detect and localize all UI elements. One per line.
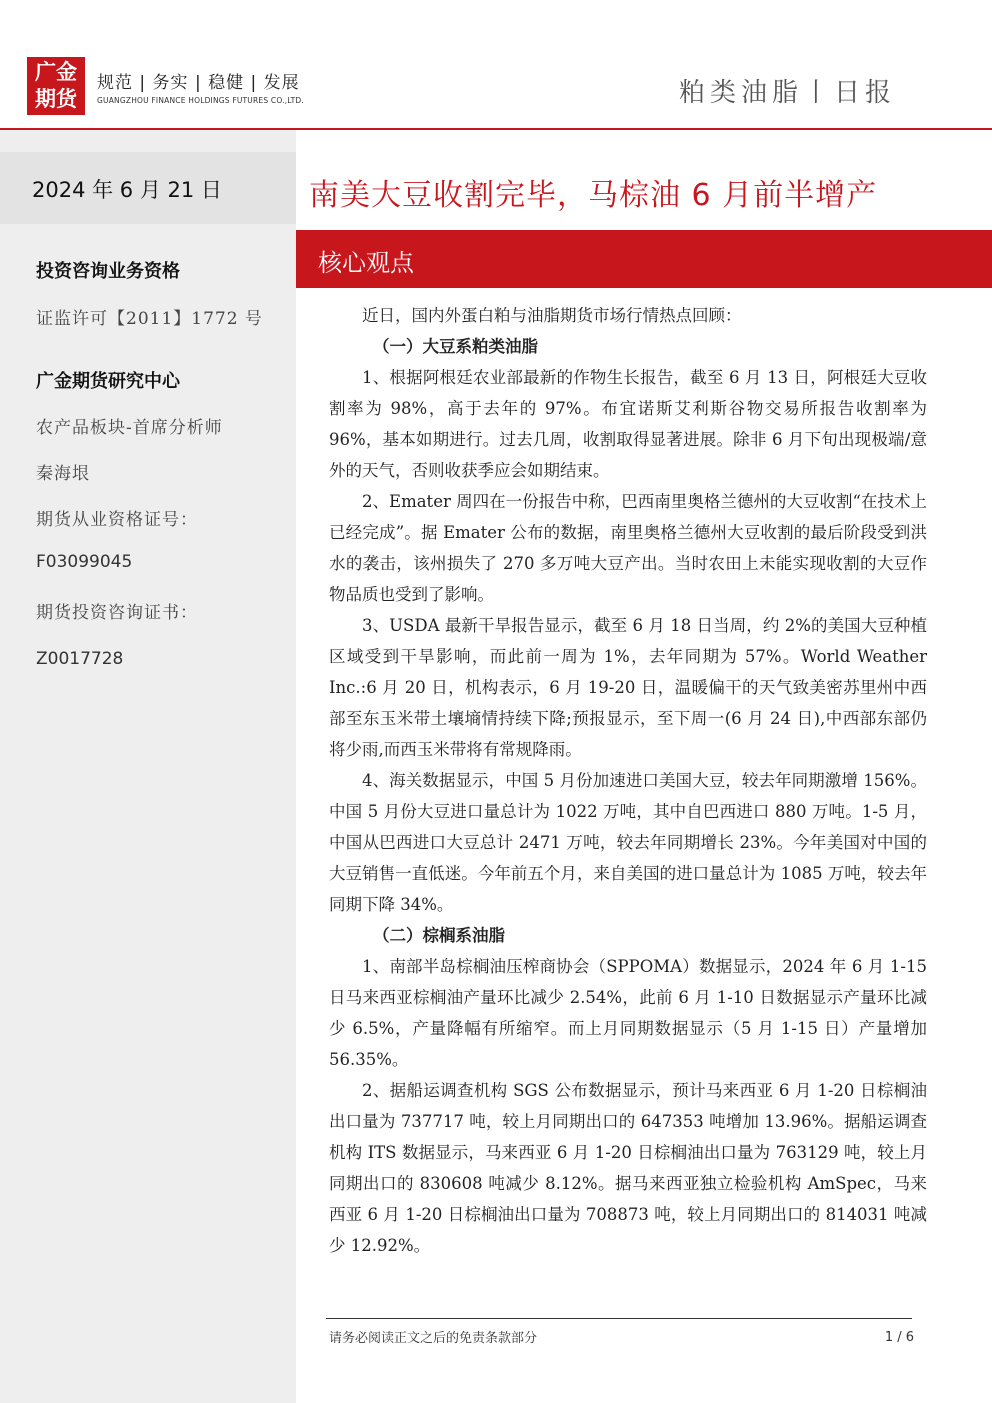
disclaimer-note: 请务必阅读正文之后的免责条款部分 [329, 1331, 538, 1346]
paragraph-4: 4、海关数据显示，中国 5 月份加速进口美国大豆，较去年同期激增 156%。中国 5 月份大豆进口量总计为 1022 万吨，其中自巴西进口 880 万吨。1-5 月，中国从巴西进口大豆总计 2471 万吨，较去年同期增长 23%。今年美国对中国的大豆销售一直低迷。今年前五个月，来自美国的进口量总计为 1085 万吨，较去年同期下降 34%。 [329, 771, 927, 914]
paragraph-3: 3、USDA 最新干旱报告显示，截至 6 月 18 日当周，约 2%的美国大豆种植区域受到干旱影响，而此前一周为 1%，去年同期为 57%。World Weather Inc.:6 月 20 日，机构表示，6 月 19-20 日，温暖偏干的天气致美密苏里州中西部至东玉米带土壤墒情持续下降;预报显示，至下周一(6 月 24 日),中西部东部仍将少雨,而西玉米带将有常规降雨。 [329, 616, 927, 759]
intro-paragraph: 近日，国内外蛋白粕与油脂期货市场行情热点回顾： [362, 306, 742, 325]
paragraph-2: 2、Emater 周四在一份报告中称，巴西南里奥格兰德州的大豆收割“在技术上已经完成”。据 Emater 公布的数据，南里奥格兰德州大豆收割的最后阶段受到洪水的袭击，该州损失了 270 多万吨大豆产出。当时农田上未能实现收割的大豆作物品质也受到了影响。 [329, 492, 927, 604]
page-number: 1 / 6 [884, 1330, 914, 1345]
page-header [0, 0, 992, 130]
license-number: 证监许可【2011】1772 号 [36, 309, 263, 329]
report-title: 南美大豆收割完毕，马棕油 6 月前半增产 [309, 178, 878, 213]
futures-cert-label: 期货从业资格证号： [36, 510, 198, 530]
report-body [329, 300, 927, 1261]
logo-line-1: 广金 [35, 60, 77, 84]
analyst-name: 秦海垠 [36, 464, 90, 484]
subheading-palm: （二）棕榈系油脂 [373, 926, 505, 945]
logo-line-2: 期货 [35, 87, 77, 111]
consult-cert-label: 期货投资咨询证书： [36, 603, 198, 623]
paragraph-5: 1、南部半岛棕榈油压榨商协会（SPPOMA）数据显示，2024 年 6 月 1-15 日马来西亚棕榈油产量环比减少 2.54%，此前 6 月 1-10 日数据显示产量环比减少 6.5%，产量降幅有所缩窄。而上月同期数据显示（5 月 1-15 日）产量增加 56.35%。 [329, 957, 927, 1069]
paragraph-1: 1、根据阿根廷农业部最新的作物生长报告，截至 6 月 13 日，阿根廷大豆收割率为 98%，高于去年的 97%。布宜诺斯艾利斯谷物交易所报告收割率为 96%，基本如期进行。过去几周，收割取得显著进展。除非 6 月下旬出现极端/意外的天气，否则收获季应会如期结束。 [329, 368, 927, 480]
consult-cert-number: Z0017728 [36, 649, 124, 669]
futures-cert-number: F03099045 [36, 552, 133, 572]
section-heading: 核心观点 [318, 249, 414, 277]
qualification-title: 投资咨询业务资格 [36, 261, 180, 282]
paragraph-6: 2、据船运调查机构 SGS 公布数据显示，预计马来西亚 6 月 1-20 日棕榈油出口量为 737717 吨，较上月同期出口的 647353 吨增加 13.96%。据船运调查机构 ITS 数据显示，马来西亚 6 月 1-20 日棕榈油出口量为 763129 吨，较上月同期出口的 830608 吨减少 8.12%。据马来西亚独立检验机构 AmSpec，马来西亚 6 月 1-20 日棕榈油出口量为 708873 吨，较上月同期出口的 814031 吨减少 12.92%。 [329, 1081, 927, 1255]
company-slogan: 规范 | 务实 | 稳健 | 发展 [97, 73, 300, 93]
analyst-role: 农产品板块-首席分析师 [36, 418, 223, 438]
company-logo [27, 57, 85, 115]
report-date: 2024 年 6 月 21 日 [32, 178, 222, 202]
company-english-name: GUANGZHOU FINANCE HOLDINGS FUTURES CO.,LTD. [97, 96, 304, 105]
footer-divider [326, 1318, 912, 1319]
report-type: 粕类油脂丨日报 [678, 78, 896, 108]
subheading-soy: （一）大豆系粕类油脂 [373, 337, 538, 356]
research-center: 广金期货研究中心 [36, 371, 180, 392]
